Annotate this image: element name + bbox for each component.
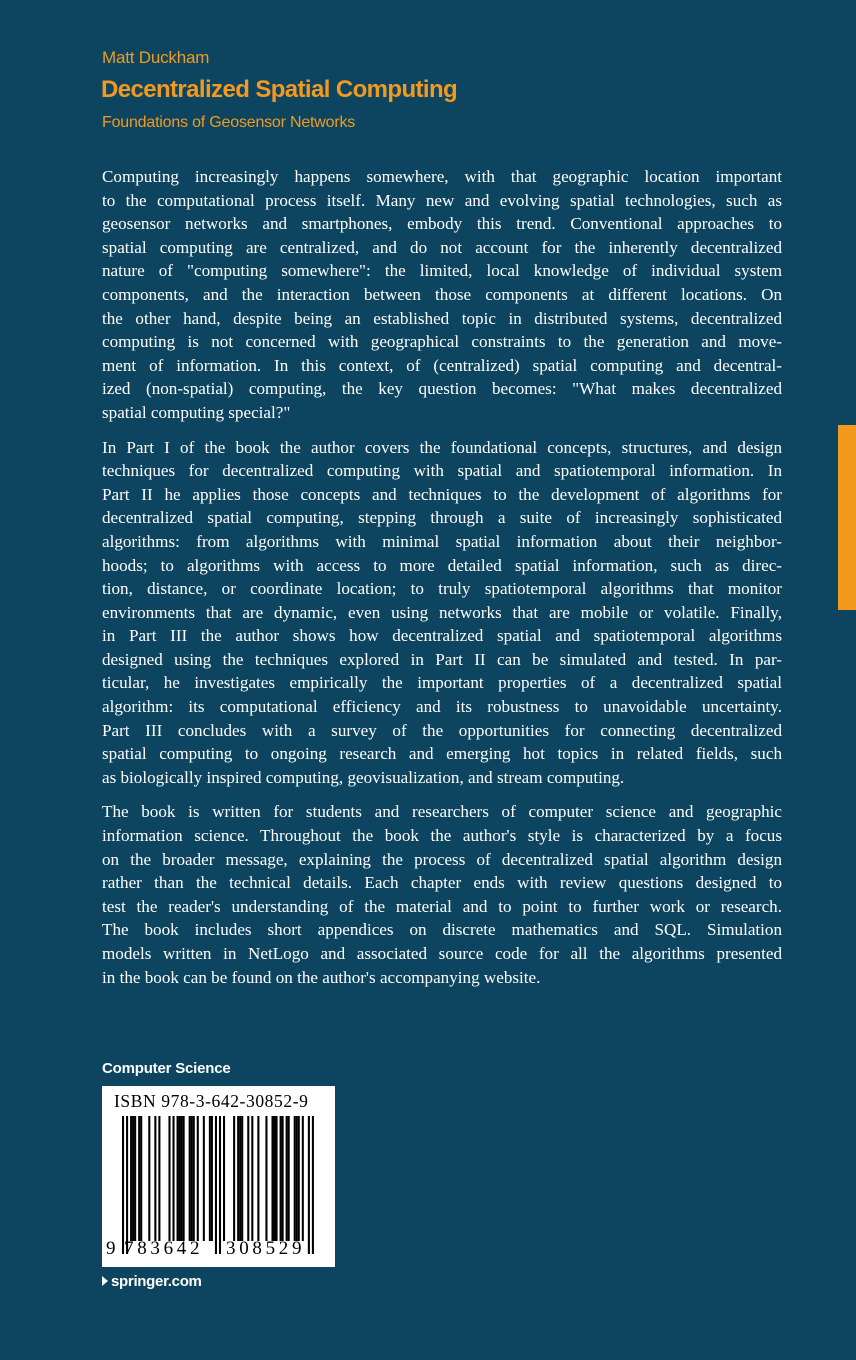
publisher-link-text: springer.com [111, 1273, 202, 1290]
text-line: information science. Throughout the book the author's style is characterized by a focus [102, 826, 782, 846]
barcode-bar [237, 1116, 239, 1241]
book-description [102, 165, 782, 1000]
text-line: algorithms: from algorithms with minimal spatial information about their neighbor- [102, 531, 782, 551]
text-line: techniques for decentralized computing with spatial and spatiotemporal information. In [102, 461, 782, 481]
barcode-bar [193, 1116, 195, 1241]
text-line: Computing increasingly happens somewhere, with that geographic location important [102, 167, 782, 186]
text-line: models written in NetLogo and associated source code for all the algorithms presented [102, 944, 782, 963]
description-paragraph [102, 800, 782, 989]
barcode-bar [177, 1116, 179, 1241]
barcode-bar [282, 1116, 284, 1241]
barcode-bar [173, 1116, 175, 1241]
description-paragraph [102, 165, 782, 425]
text-line: tion, distance, or coordinate location; to truly spatiotemporal algorithms that monitor [102, 579, 782, 599]
barcode-guard-bar [312, 1116, 314, 1254]
barcode-bar [239, 1116, 241, 1241]
barcode-bar [179, 1116, 181, 1241]
text-line: The book is written for students and researchers of computer science and geographic [102, 802, 782, 822]
barcode-bar [197, 1116, 199, 1241]
barcode-bar [191, 1116, 193, 1241]
barcode-first-digit: 9 [106, 1238, 116, 1259]
text-line: spatial computing to ongoing research and emerging hot topics in related fields, such [102, 744, 782, 764]
text-line: The book includes short appendices on discrete mathematics and SQL. Simulation [102, 920, 782, 940]
barcode-bar [241, 1116, 243, 1241]
barcode-bar [183, 1116, 185, 1241]
barcode-bar [211, 1116, 213, 1241]
barcode-bar [233, 1116, 235, 1241]
barcode-left-digits: 783642 [124, 1238, 204, 1259]
arrow-right-icon [102, 1276, 108, 1286]
barcode-bar [288, 1116, 290, 1241]
text-line: nature of "computing somewhere": the limited, local knowledge of individual system [102, 261, 782, 281]
text-line: spatial computing special?" [102, 402, 291, 422]
barcode-bar [148, 1116, 150, 1241]
barcode-guard-bar [126, 1116, 128, 1254]
barcode-bar [276, 1116, 278, 1241]
text-line: ized (non-spatial) computing, the key question becomes: "What makes decentralized [102, 379, 782, 399]
text-line: spatial computing are centralized, and do not account for the inherently decentralized [102, 237, 782, 257]
text-line: components, and the interaction between those components at different locations. On [102, 284, 782, 304]
barcode-bar [274, 1116, 276, 1241]
barcode-bar [140, 1116, 142, 1241]
text-line: rather than the technical details. Each chapter ends with review questions designed to [102, 873, 782, 893]
text-line: environments that are dynamic, even using networks that are mobile or volatile. Finally, [102, 602, 782, 622]
text-line: designed using the techniques explored in Part II can be simulated and tested. In par- [102, 649, 782, 669]
text-line: on the broader message, explaining the process of decentralized spatial algorithm design [102, 849, 782, 869]
text-line: hoods; to algorithms with access to more detailed spatial information, such as direc- [102, 555, 782, 575]
book-title: Decentralized Spatial Computing [101, 76, 458, 103]
text-line: test the reader's understanding of the material and to point to further work or research. [102, 896, 782, 916]
barcode-bar [132, 1116, 134, 1241]
barcode-bar [286, 1116, 288, 1241]
spine-accent-tab [838, 425, 856, 610]
text-line: In Part I of the book the author covers the foundational concepts, structures, and design [102, 437, 782, 457]
text-line: as biologically inspired computing, geovisualization, and stream computing. [102, 767, 625, 787]
barcode-guard-bar [219, 1116, 221, 1254]
text-line: the other hand, despite being an established topic in distributed systems, decentralized [102, 308, 782, 328]
barcode-right-digits: 308529 [226, 1238, 306, 1259]
isbn-barcode [102, 1086, 335, 1267]
description-paragraph [102, 436, 782, 790]
text-line: Part III concludes with a survey of the opportunities for connecting decentralized [102, 720, 782, 740]
barcode-guard-bar [122, 1116, 124, 1254]
text-line: ticular, he investigates empirically the important properties of a decentralized spatial [102, 673, 782, 693]
barcode-bar [154, 1116, 156, 1241]
barcode-bar [138, 1116, 140, 1241]
barcode-bar [294, 1116, 296, 1241]
barcode-digits [102, 1236, 335, 1262]
barcode-guard-bar [215, 1116, 217, 1254]
barcode-bar [181, 1116, 183, 1241]
barcode-bar [158, 1116, 160, 1241]
barcode-guard-bar [308, 1116, 310, 1254]
subject-category: Computer Science [102, 1060, 231, 1077]
barcode-bar [203, 1116, 205, 1241]
text-line: algorithm: its computational efficiency and its robustness to unavoidable uncertainty. [102, 697, 782, 717]
barcode-bar [265, 1116, 267, 1241]
text-line: geosensor networks and smartphones, embody this trend. Conventional approaches to [102, 214, 782, 234]
barcode-bar [189, 1116, 191, 1241]
barcode-bar [251, 1116, 253, 1241]
barcode-bar [168, 1116, 170, 1241]
text-line: in the book can be found on the author's accompanying website. [102, 967, 541, 987]
barcode-bar [134, 1116, 136, 1241]
barcode-bar [280, 1116, 282, 1241]
text-line: in Part III the author shows how decentralized spatial and spatiotemporal algorithms [102, 626, 782, 646]
barcode-bar [209, 1116, 211, 1241]
barcode-bar [302, 1116, 304, 1241]
publisher-link[interactable] [102, 1272, 202, 1292]
barcode-bar [130, 1116, 132, 1241]
text-line: decentralized spatial computing, stepping through a suite of increasingly sophisticated [102, 508, 782, 528]
text-line: computing is not concerned with geographical constraints to the generation and move- [102, 332, 782, 352]
book-subtitle: Foundations of Geosensor Networks [102, 114, 356, 131]
text-line: Part II he applies those concepts and techniques to the development of algorithms for [102, 484, 782, 504]
isbn-label: ISBN 978-3-642-30852-9 [114, 1091, 309, 1111]
text-line: to the computational process itself. Many new and evolving spatial technologies, such as [102, 190, 782, 210]
author-name: Matt Duckham [102, 48, 210, 67]
text-line: ment of information. In this context, of (centralized) spatial computing and decentral- [102, 355, 782, 375]
barcode-bar [298, 1116, 300, 1241]
barcode-bar [296, 1116, 298, 1241]
barcode-bar [257, 1116, 259, 1241]
barcode-bar [247, 1116, 249, 1241]
barcode-bar [223, 1116, 225, 1241]
barcode-bar [271, 1116, 273, 1241]
